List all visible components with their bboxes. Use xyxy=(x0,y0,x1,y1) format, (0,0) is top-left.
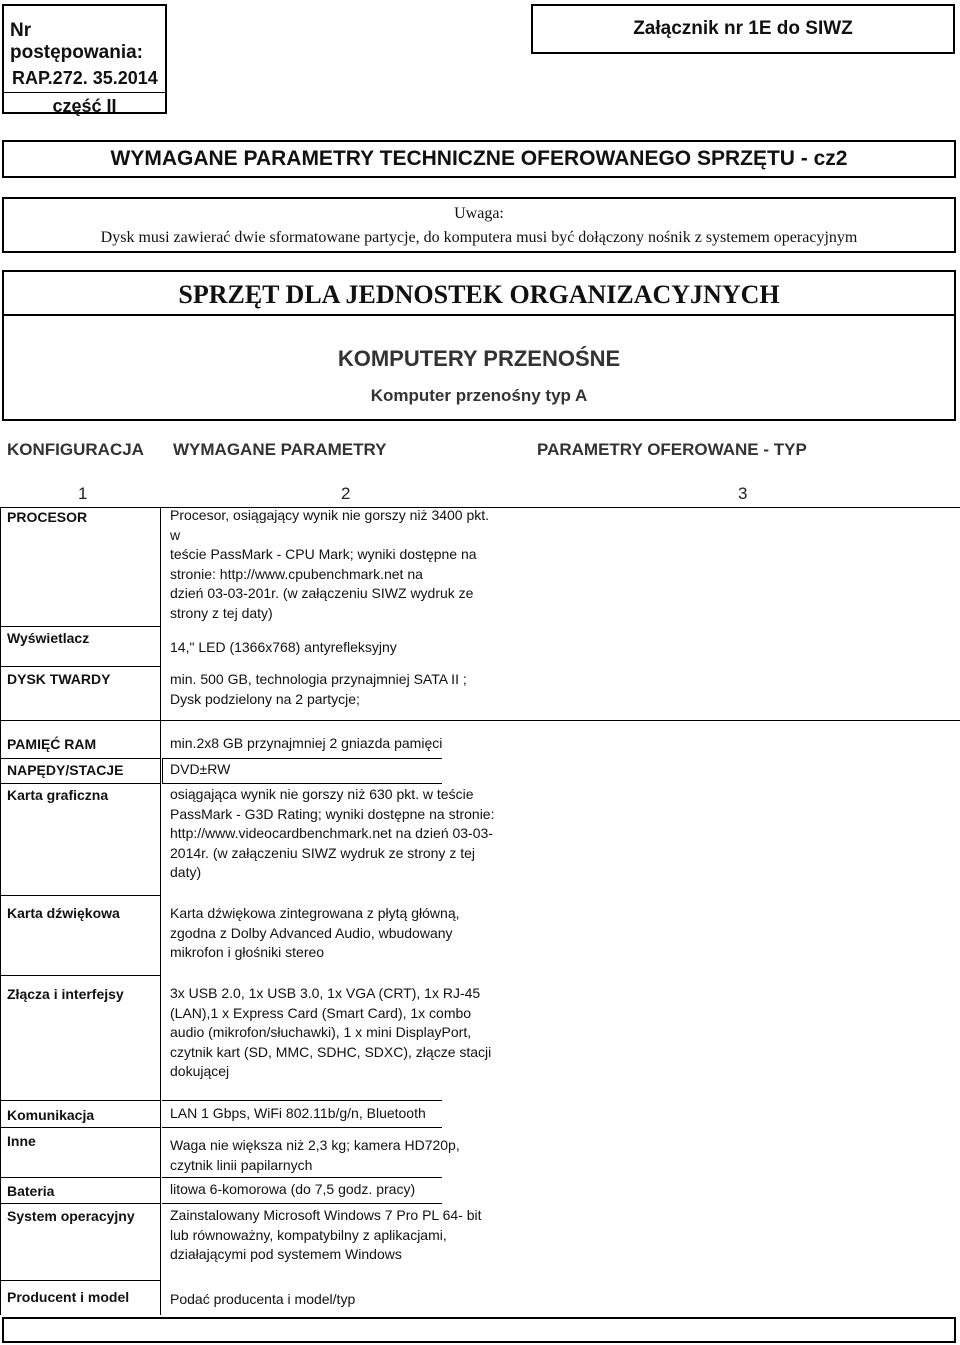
value-line: czytnik kart (SD, MMC, SDHC, SDXC), złącze stacji xyxy=(170,1043,492,1060)
row-label-processor: PROCESOR xyxy=(7,509,88,525)
row-divider xyxy=(0,1100,160,1101)
row-divider xyxy=(0,1177,160,1178)
row-value-manufacturer xyxy=(170,1290,355,1310)
value-line: 3x USB 2.0, 1x USB 3.0, 1x VGA (CRT), 1x RJ-45 xyxy=(170,985,481,1001)
value-line: zgodna z Dolby Advanced Audio, wbudowany xyxy=(170,924,453,941)
value-line: strony z tej daty) xyxy=(170,604,273,621)
row-label-ram: PAMIĘĆ RAM xyxy=(7,736,97,752)
row-label-ports: Złącza i interfejsy xyxy=(7,986,124,1002)
value-line: Procesor, osiągający wynik nie gorszy niż 3400 pkt. xyxy=(170,507,490,523)
value-line: dzień 03-03-201r. (w załączeniu SIWZ wydruk ze xyxy=(170,585,474,601)
section-subtitle: KOMPUTERY PRZENOŚNE xyxy=(337,346,621,371)
value-line: http://www.videocardbenchmark.net na dzień 03-03- xyxy=(170,825,493,841)
value-line: litowa 6-komorowa (do 7,5 godz. pracy) xyxy=(170,1181,416,1197)
procedure-number-box xyxy=(2,4,167,114)
column-header-configuration: KONFIGURACJA xyxy=(7,440,144,459)
value-line: teście PassMark - CPU Mark; wyniki dostępne na xyxy=(170,546,477,562)
row-value-graphics xyxy=(170,785,494,883)
value-divider xyxy=(162,783,442,784)
column-divider xyxy=(160,508,161,1315)
value-divider xyxy=(162,758,442,759)
row-value-display xyxy=(170,638,397,658)
value-line: audio (mikrofon/słuchawki), 1 x mini DisplayPort, xyxy=(170,1024,472,1040)
row-value-drives xyxy=(170,760,230,780)
column-number-1: 1 xyxy=(78,484,88,503)
value-line: Podać producenta i model/typ xyxy=(170,1291,356,1307)
section-title: SPRZĘT DLA JEDNOSTEK ORGANIZACYJNYCH xyxy=(2,270,956,316)
row-value-os xyxy=(170,1206,482,1265)
row-value-hard-drive xyxy=(170,670,467,709)
value-line: 2014r. (w załączeniu SIWZ wydruk ze strony z tej xyxy=(170,844,475,861)
procedure-number-value: RAP.272. 35.2014 xyxy=(12,68,158,88)
value-cell-border xyxy=(162,758,163,783)
part-label: część II xyxy=(52,96,117,116)
value-divider xyxy=(162,1127,442,1128)
table-border-left-lower xyxy=(0,720,1,1315)
value-line: czytnik linii papilarnych xyxy=(170,1156,313,1173)
value-divider xyxy=(162,1203,442,1204)
document-title: WYMAGANE PARAMETRY TECHNICZNE OFEROWANEGO SPRZĘTU - cz2 xyxy=(2,140,956,178)
notice-box xyxy=(2,197,956,253)
value-divider xyxy=(162,1177,442,1178)
row-divider xyxy=(0,783,160,784)
value-line: Karta dźwiękowa zintegrowana z płytą główną, xyxy=(170,905,460,921)
row-label-hard-drive: DYSK TWARDY xyxy=(7,671,111,687)
divider xyxy=(4,92,165,93)
value-line: PassMark - G3D Rating; wyniki dostępne na stronie: xyxy=(170,805,495,822)
row-label-os: System operacyjny xyxy=(7,1208,135,1224)
notice-body: Dysk musi zawierać dwie sformatowane partycje, do komputera musi być dołączony nośnik z systemem operacyjnym xyxy=(100,229,858,246)
value-line: dokującej xyxy=(170,1063,230,1079)
row-divider xyxy=(0,626,160,627)
row-divider xyxy=(0,666,160,667)
value-divider xyxy=(162,1100,442,1101)
value-line: (LAN),1 x Express Card (Smart Card), 1x combo xyxy=(170,1004,472,1021)
value-line: Zainstalowany Microsoft Windows 7 Pro PL 64- bit xyxy=(170,1207,482,1223)
attachment-label: Załącznik nr 1E do SIWZ xyxy=(633,18,853,39)
column-number-3: 3 xyxy=(738,484,748,503)
value-line: mikrofon i głośniki stereo xyxy=(170,944,325,960)
row-divider xyxy=(0,758,160,759)
row-divider xyxy=(0,895,160,896)
procedure-number-label: Nr postępowania: xyxy=(10,20,144,63)
row-value-ram xyxy=(170,734,442,754)
row-label-drives: NAPĘDY/STACJE xyxy=(7,762,124,778)
row-divider xyxy=(0,1127,160,1128)
row-value-ports xyxy=(170,984,491,1082)
table-border-left xyxy=(0,508,1,720)
column-number-2: 2 xyxy=(341,484,351,503)
row-divider xyxy=(0,720,960,721)
row-value-battery xyxy=(170,1180,415,1200)
value-line: min. 500 GB, technologia przynajmniej SATA II ; xyxy=(170,671,467,687)
bottom-box xyxy=(2,1317,956,1343)
row-label-display: Wyświetlacz xyxy=(7,630,90,646)
computer-type: Komputer przenośny typ A xyxy=(370,386,588,405)
row-label-communication: Komunikacja xyxy=(7,1107,95,1123)
value-line: min.2x8 GB przynajmniej 2 gniazda pamięci xyxy=(170,735,443,751)
value-line: lub równoważny, kompatybilny z aplikacjami, xyxy=(170,1226,447,1243)
row-label-graphics: Karta graficzna xyxy=(7,787,109,803)
row-label-sound: Karta dźwiękowa xyxy=(7,905,120,921)
row-label-manufacturer: Producent i model xyxy=(7,1289,130,1305)
value-line: Dysk podzielony na 2 partycje; xyxy=(170,690,360,707)
value-line: osiągająca wynik nie gorszy niż 630 pkt. w teście xyxy=(170,786,474,802)
row-divider xyxy=(0,1280,160,1281)
row-value-other xyxy=(170,1136,460,1175)
row-value-communication xyxy=(170,1104,426,1124)
value-line: LAN 1 Gbps, WiFi 802.11b/g/n, Bluetooth xyxy=(170,1105,426,1121)
row-value-sound xyxy=(170,904,460,963)
column-header-required: WYMAGANE PARAMETRY xyxy=(173,440,387,459)
row-label-battery: Bateria xyxy=(7,1183,55,1199)
column-header-offered: PARAMETRY OFEROWANE - TYP xyxy=(537,440,807,459)
attachment-box xyxy=(531,4,955,54)
row-value-processor xyxy=(170,506,489,623)
value-line: Waga nie większa niż 2,3 kg; kamera HD720p, xyxy=(170,1137,460,1153)
value-line: DVD±RW xyxy=(170,761,231,777)
row-divider xyxy=(0,975,160,976)
value-line: w xyxy=(170,526,181,543)
value-line: daty) xyxy=(170,864,202,880)
value-line: 14," LED (1366x768) antyrefleksyjny xyxy=(170,639,397,655)
section-subtitle-box xyxy=(2,316,956,421)
row-label-other: Inne xyxy=(7,1133,36,1149)
value-line: stronie: http://www.cpubenchmark.net na xyxy=(170,565,423,582)
notice-heading: Uwaga: xyxy=(454,205,504,222)
value-line: działającymi pod systemem Windows xyxy=(170,1246,402,1262)
row-divider xyxy=(0,1203,160,1204)
